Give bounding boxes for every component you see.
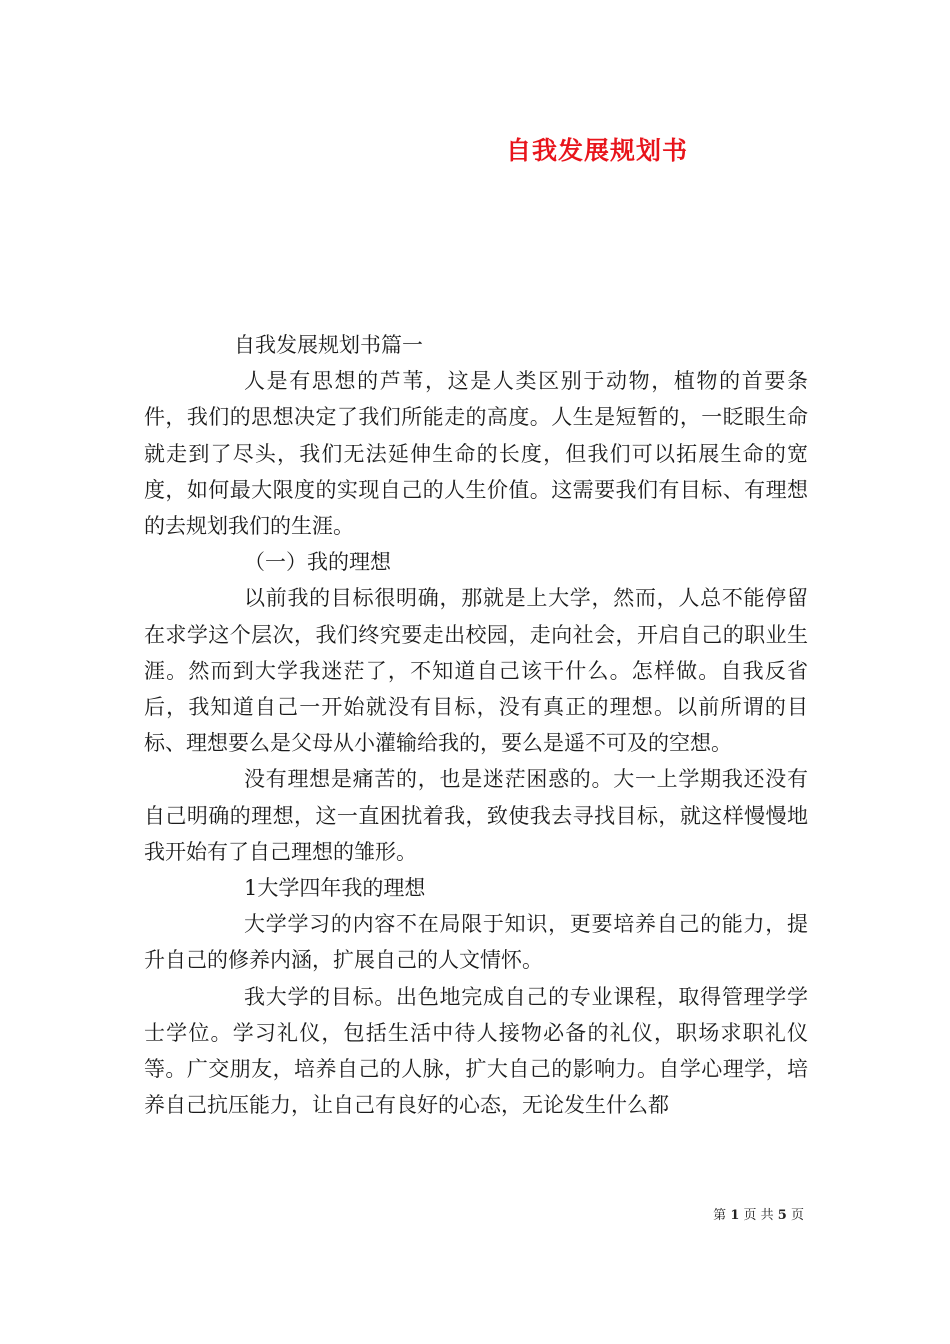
- footer-prefix: 第: [713, 1208, 727, 1223]
- document-body: [144, 327, 808, 1123]
- footer-current-page: 1: [730, 1208, 740, 1223]
- body-paragraph: 没有理想是痛苦的，也是迷茫困惑的。大一上学期我还没有自己明确的理想，这一直困扰着我，致使我去寻找目标，就这样慢慢地我开始有了自己理想的雏形。: [144, 767, 808, 864]
- body-paragraph: 自我发展规划书篇一: [234, 333, 423, 357]
- body-paragraph: 人是有思想的芦苇，这是人类区别于动物，植物的首要条件，我们的思想决定了我们所能走的高度。人生是短暂的，一眨眼生命就走到了尽头，我们无法延伸生命的长度，但我们可以拓展生命的宽度，如何最大限度的实现自己的人生价值。这需要我们有目标、有理想的去规划我们的生涯。: [144, 369, 808, 539]
- document-title: 自我发展规划书: [505, 136, 688, 165]
- body-paragraph: 以前我的目标很明确，那就是上大学，然而，人总不能停留在求学这个层次，我们终究要走出校园，走向社会，开启自己的职业生涯。然而到大学我迷茫了，不知道自己该干什么。怎样做。自我反省后，我知道自己一开始就没有目标，没有真正的理想。以前所谓的目标、理想要么是父母从小灌输给我的，要么是遥不可及的空想。: [144, 586, 808, 756]
- body-paragraph: 1大学四年我的理想: [244, 876, 426, 901]
- body-paragraph: 大学学习的内容不在局限于知识，更要培养自己的能力，提升自己的修养内涵，扩展自己的人文情怀。: [144, 912, 808, 973]
- body-paragraph: 我大学的目标。出色地完成自己的专业课程，取得管理学学士学位。学习礼仪，包括生活中待人接物必备的礼仪，职场求职礼仪等。广交朋友，培养自己的人脉，扩大自己的影响力。自学心理学，培养自己抗压能力，让自己有良好的心态，无论发生什么都: [144, 984, 808, 1118]
- body-paragraph: （一）我的理想: [244, 550, 391, 575]
- page-footer: [713, 1204, 804, 1223]
- footer-suffix: 页: [790, 1208, 804, 1223]
- footer-middle: 页 共: [743, 1208, 774, 1223]
- footer-total-pages: 5: [777, 1208, 787, 1223]
